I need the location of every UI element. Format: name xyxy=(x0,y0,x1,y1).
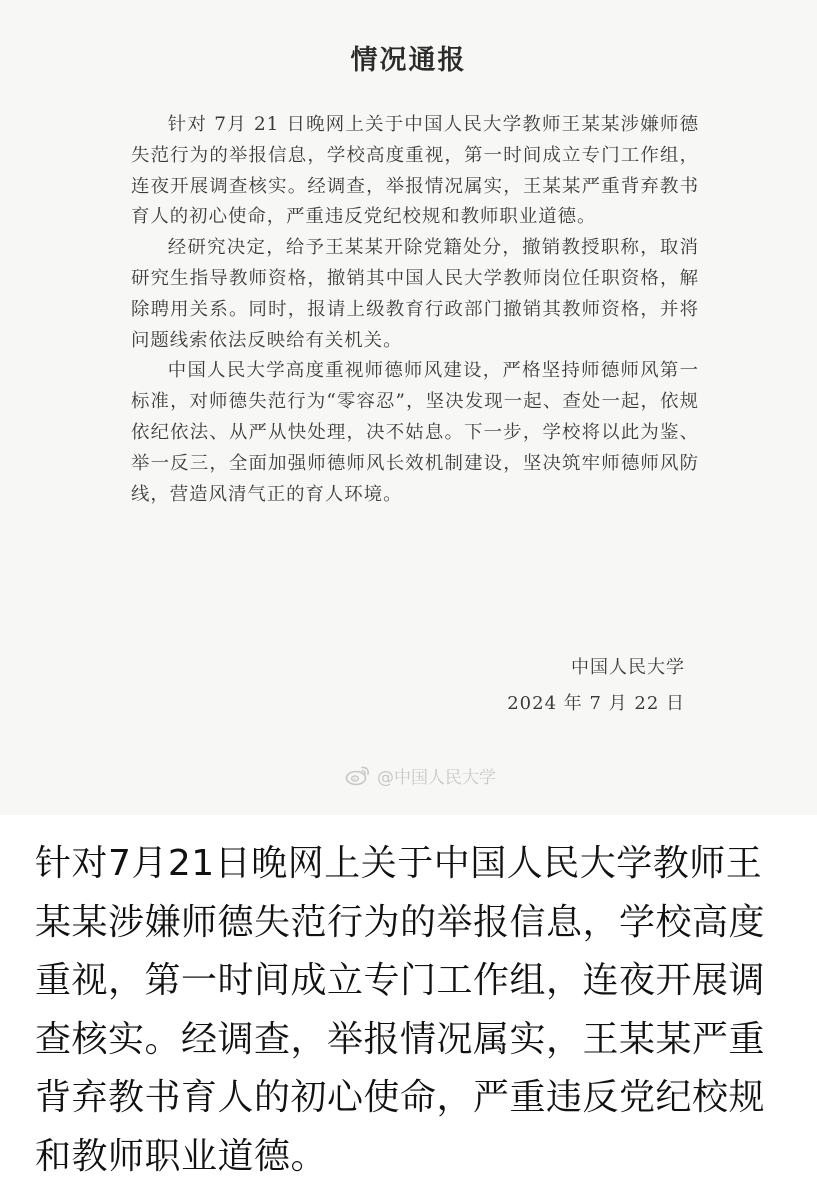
notice-signature xyxy=(0,650,685,722)
watermark xyxy=(345,760,496,790)
signature-org: 中国人民大学 xyxy=(571,657,685,678)
watermark-text: @中国人民大学 xyxy=(377,767,496,788)
signature-date: 2024 年 7 月 22 日 xyxy=(507,693,685,714)
notice-paragraph: 针对 7月 21 日晚网上关于中国人民大学教师王某某涉嫌师德失范行为的举报信息，学校高度重视，第一时间成立专门工作组，连夜开展调查核实。经调查，举报情况属实，王某某严重背弃教书育人的初心使命，严重违反党纪校规和教师职业道德。 xyxy=(131,114,699,228)
notice-paragraph: 中国人民大学高度重视师德师风建设，严格坚持师德师风第一标准，对师德失范行为“零容忍”，坚决发现一起、查处一起，依规依纪依法、从严从快处理，决不姑息。下一步，学校将以此为鉴、举一反三，全面加强师德师风长效机制建设，坚决筑牢师德师风防线，营造风清气正的育人环境。 xyxy=(131,360,699,505)
notice-paragraph: 经研究决定，给予王某某开除党籍处分，撤销教授职称，取消研究生指导教师资格，撤销其中国人民大学教师岗位任职资格，解除聘用关系。同时，报请上级教育行政部门撤销其教师资格，并将问题线索依法反映给有关机关。 xyxy=(131,237,699,351)
notice-body xyxy=(131,110,699,510)
notice-title: 情况通报 xyxy=(350,45,467,76)
weibo-icon xyxy=(345,764,371,786)
post-caption: 针对7月21日晚网上关于中国人民大学教师王某某涉嫌师德失范行为的举报信息，学校高度重视，第一时间成立专门工作组，连夜开展调查核实。经调查，举报情况属实，王某某严重背弃教书育人的初心使命，严重违反党纪校规和教师职业道德。 xyxy=(35,843,766,1177)
